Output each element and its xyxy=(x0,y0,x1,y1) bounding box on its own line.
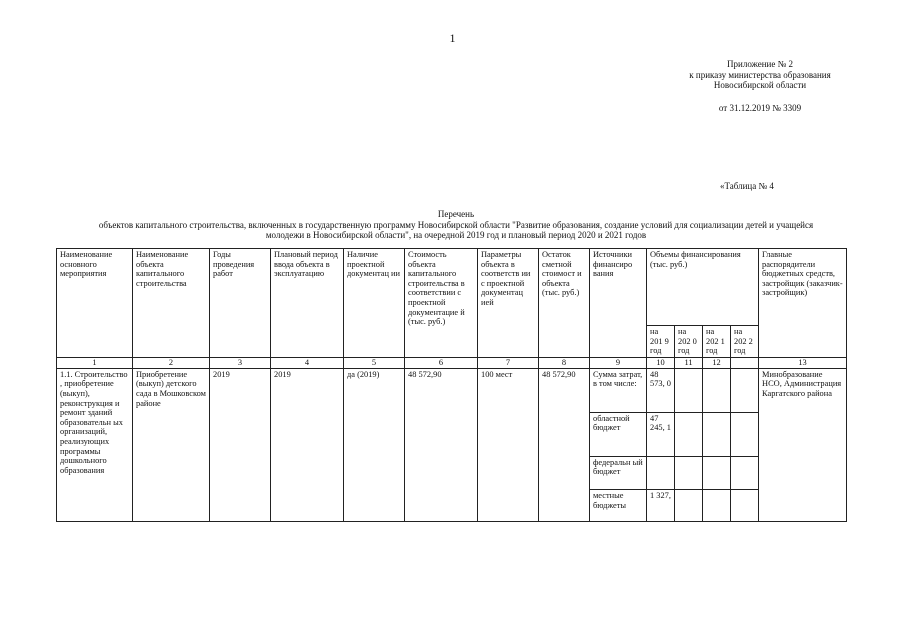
cell-regional-2020 xyxy=(675,412,703,456)
column-number-row xyxy=(57,357,847,368)
header-year-2019: на 201 9 год xyxy=(647,326,675,358)
cell-total-2019: 48 573, 0 xyxy=(647,368,675,412)
appendix-line-1: Приложение № 2 xyxy=(727,59,793,69)
cell-regional-2022 xyxy=(731,412,759,456)
cell-local-2019: 1 327, xyxy=(647,490,675,522)
header-year-2021: на 202 1 год xyxy=(703,326,731,358)
column-number: 8 xyxy=(539,357,590,368)
cell-local-2022 xyxy=(731,490,759,522)
column-number: 2 xyxy=(133,357,210,368)
appendix-date: от 31.12.2019 № 3309 xyxy=(718,102,802,113)
column-number: 6 xyxy=(405,357,478,368)
page-number: 1 xyxy=(449,31,456,45)
cell-manager: Минобразование НСО, Администрация Каргатского района xyxy=(759,368,847,521)
cell-object: Приобретение (выкуп) детского сада в Мошковском районе xyxy=(133,368,210,521)
header-commission: Плановый период ввода объекта в эксплуатацию xyxy=(271,249,344,358)
header-event: Наименование основного мероприятия xyxy=(57,249,133,358)
heading-line-2: молодежи в Новосибирской области", на очередной 2019 год и плановый период 2020 и 2021 годов xyxy=(265,230,647,240)
header-row xyxy=(57,249,847,326)
header-year-2022: на 202 2 год xyxy=(731,326,759,358)
header-object: Наименование объекта капитального строительства xyxy=(133,249,210,358)
construction-table xyxy=(56,248,847,522)
header-year-2020: на 202 0 год xyxy=(675,326,703,358)
column-number: 1 xyxy=(57,357,133,368)
data-row xyxy=(57,368,847,412)
cell-source-regional: областной бюджет xyxy=(590,412,647,456)
column-number: 12 xyxy=(703,357,731,368)
cell-regional-2019: 47 245, 1 xyxy=(647,412,675,456)
column-number: 9 xyxy=(590,357,647,368)
header-cost: Стоимость объекта капитального строительства в соответствии с проектной документацие й (тыс. руб.) xyxy=(405,249,478,358)
cell-local-2021 xyxy=(703,490,731,522)
header-remainder: Остаток сметной стоимост и объекта (тыс. руб.) xyxy=(539,249,590,358)
appendix-line-3: Новосибирской области xyxy=(713,80,807,90)
cell-total-2022 xyxy=(731,368,759,412)
cell-design-docs: да (2019) xyxy=(344,368,405,521)
column-number: 10 xyxy=(647,357,675,368)
column-number: 4 xyxy=(271,357,344,368)
column-number: 13 xyxy=(759,357,847,368)
cell-source-local: местные бюджеты xyxy=(590,490,647,522)
header-sources: Источники финансиро вания xyxy=(590,249,647,358)
cell-federal-2020 xyxy=(675,456,703,490)
cell-remainder: 48 572,90 xyxy=(539,368,590,521)
header-params: Параметры объекта в соответств ии с проектной документац ией xyxy=(478,249,539,358)
header-years: Годы проведения работ xyxy=(210,249,271,358)
column-number: 11 xyxy=(675,357,703,368)
heading-title: Перечень xyxy=(437,209,475,219)
cell-source-total: Сумма затрат, в том числе: xyxy=(590,368,647,412)
cell-federal-2022 xyxy=(731,456,759,490)
cell-params: 100 мест xyxy=(478,368,539,521)
cell-event: 1.1. Строительство , приобретение (выкуп), реконструкция и ремонт зданий образовательн ых организаций, реализующих программы дошкольного образования xyxy=(57,368,133,521)
cell-commission: 2019 xyxy=(271,368,344,521)
column-number: 3 xyxy=(210,357,271,368)
cell-source-federal: федеральн ый бюджет xyxy=(590,456,647,490)
appendix-block xyxy=(650,59,870,113)
appendix-line-2: к приказу министерства образования xyxy=(689,69,831,80)
column-number xyxy=(731,357,759,368)
table-tag: «Таблица № 4 xyxy=(720,181,774,191)
cell-cost: 48 572,90 xyxy=(405,368,478,521)
column-number: 7 xyxy=(478,357,539,368)
cell-local-2020 xyxy=(675,490,703,522)
cell-federal-2021 xyxy=(703,456,731,490)
cell-years: 2019 xyxy=(210,368,271,521)
cell-regional-2021 xyxy=(703,412,731,456)
cell-total-2021 xyxy=(703,368,731,412)
column-number: 5 xyxy=(344,357,405,368)
document-heading xyxy=(56,209,856,241)
header-manager: Главные распорядители бюджетных средств, застройщик (заказчик-застройщик) xyxy=(759,249,847,358)
cell-federal-2019 xyxy=(647,456,675,490)
header-design-docs: Наличие проектной документац ии xyxy=(344,249,405,358)
cell-total-2020 xyxy=(675,368,703,412)
header-funding: Объемы финансирования (тыс. руб.) xyxy=(647,249,759,326)
heading-line-1: объектов капитального строительства, включенных в государственную программу Новосибирской области "Развитие образования, создание условий для социализации детей и учащейся xyxy=(98,219,814,230)
